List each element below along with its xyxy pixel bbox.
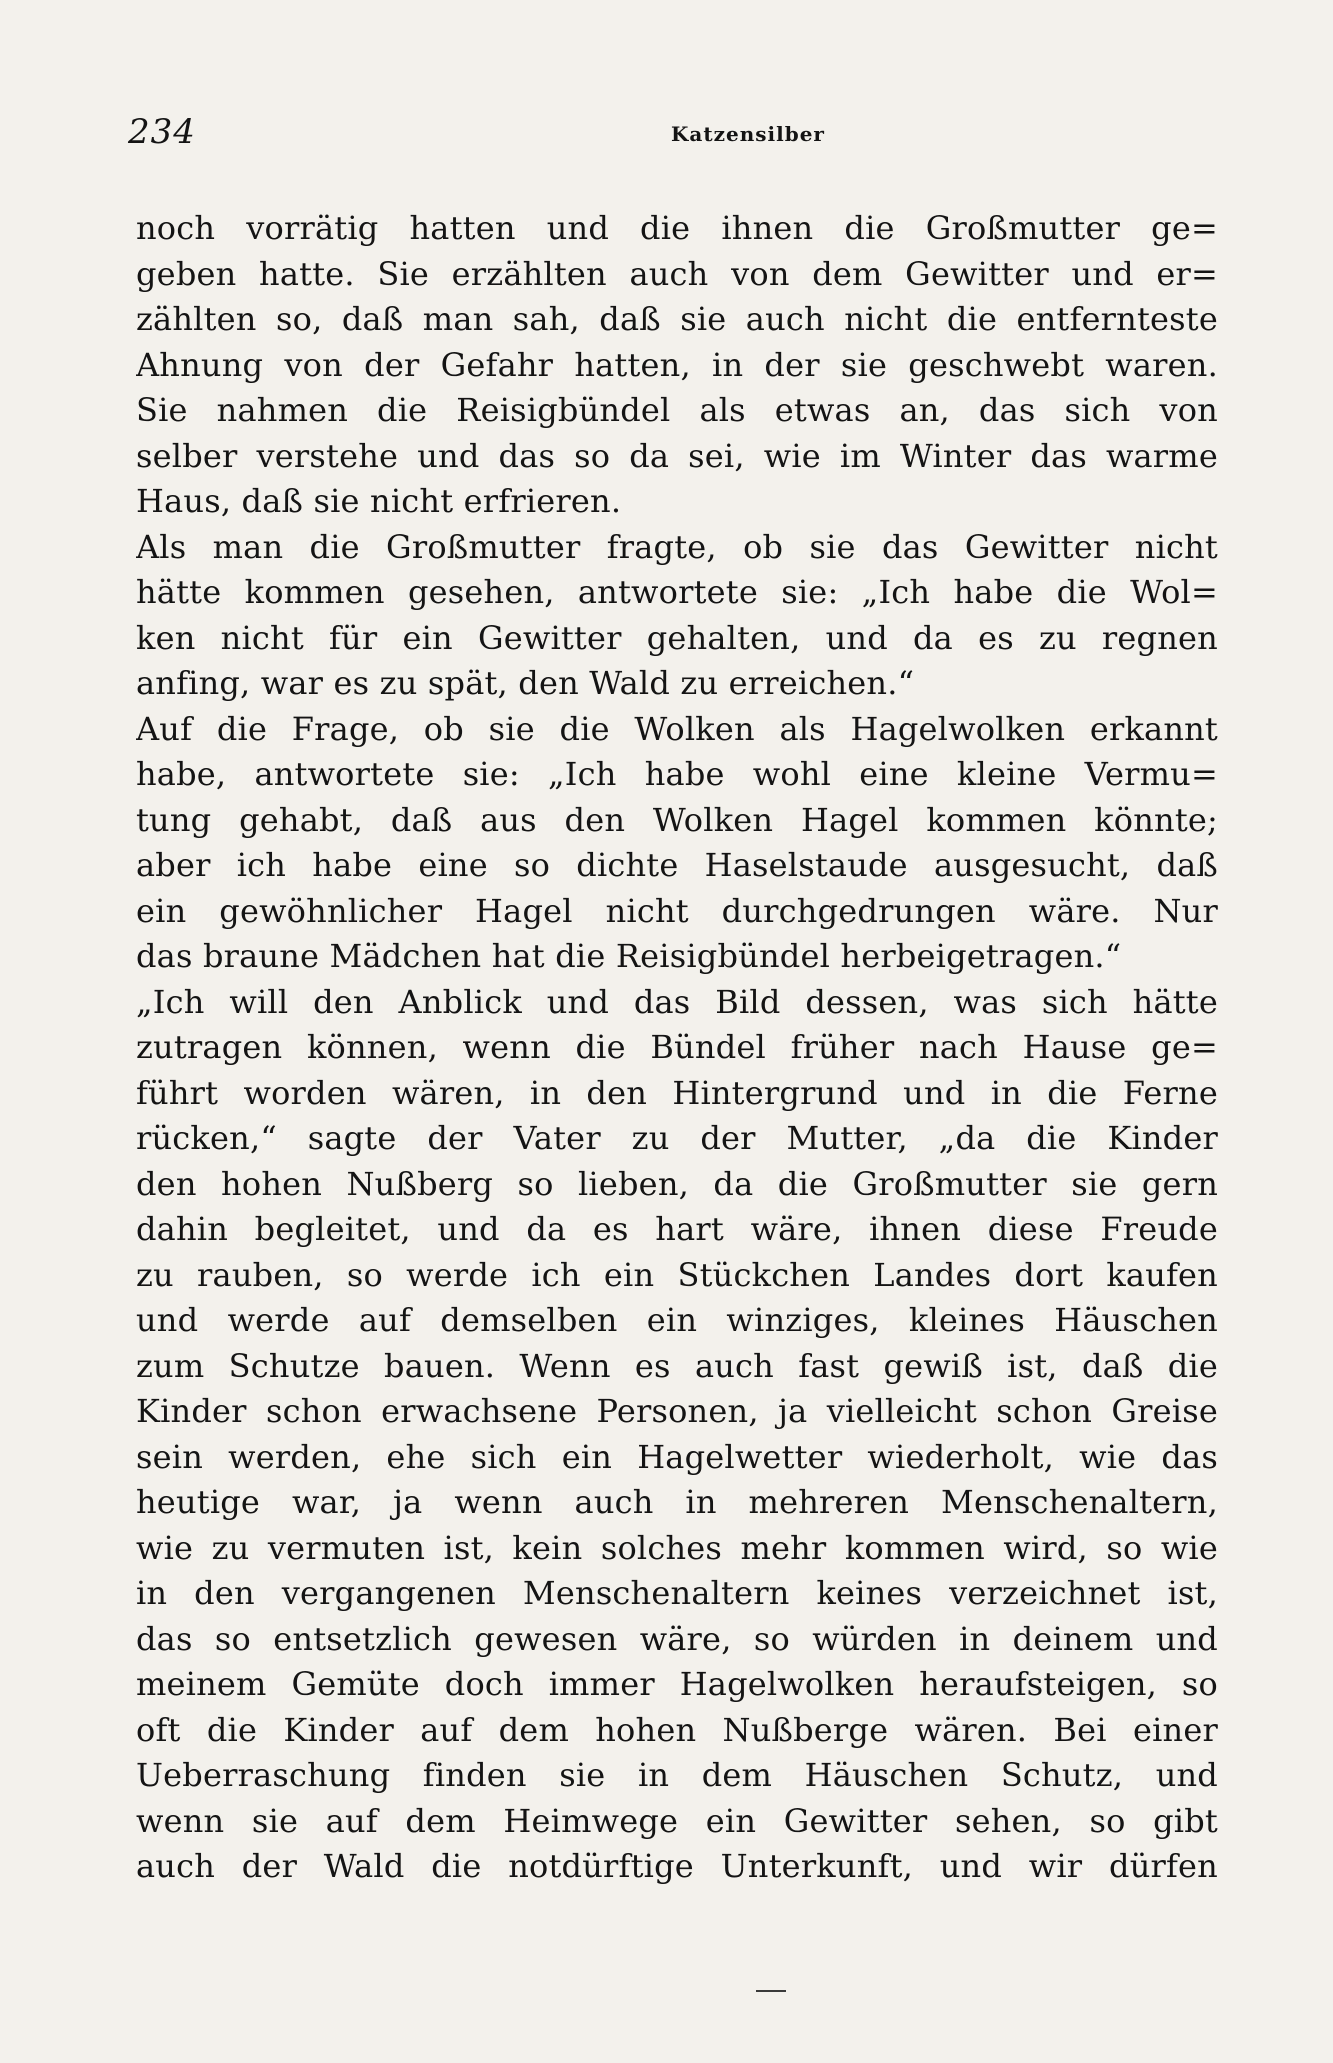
text-line: den hohen Nußberg so lieben, da die Großmutter sie gern bbox=[136, 1164, 1218, 1203]
text-line: Haus, daß sie nicht erfrieren. bbox=[136, 482, 622, 520]
text-line: das braune Mädchen hat die Reisigbündel herbeigetragen.“ bbox=[136, 937, 1122, 975]
text-line: tung gehabt, daß aus den Wolken Hagel kommen könnte; bbox=[136, 800, 1218, 839]
text-line: führt worden wären, in den Hintergrund und in die Ferne bbox=[136, 1073, 1218, 1112]
text-line: anfing, war es zu spät, den Wald zu erreichen.“ bbox=[136, 664, 915, 702]
text-line: geben hatte. Sie erzählten auch von dem Gewitter und er= bbox=[136, 254, 1218, 293]
text-line: Ueberraschung finden sie in dem Häuschen Schutz, und bbox=[136, 1756, 1218, 1794]
page-header bbox=[128, 112, 1228, 172]
page-number: 234 bbox=[128, 112, 196, 152]
text-line: selber verstehe und das so da sei, wie im Winter das warme bbox=[136, 436, 1218, 475]
text-line: oft die Kinder auf dem hohen Nußberge wären. Bei einer bbox=[136, 1710, 1218, 1749]
text-line: ein gewöhnlicher Hagel nicht durchgedrungen wäre. Nur bbox=[136, 891, 1218, 930]
text-line: zum Schutze bauen. Wenn es auch fast gewiß ist, daß die bbox=[136, 1346, 1218, 1385]
text-line: zählten so, daß man sah, daß sie auch nicht die entfernteste bbox=[136, 300, 1218, 338]
text-line: auch der Wald die notdürftige Unterkunft, und wir dürfen bbox=[136, 1847, 1218, 1885]
text-line: Kinder schon erwachsene Personen, ja vielleicht schon Greise bbox=[136, 1392, 1218, 1430]
text-line: und werde auf demselben ein winziges, kleines Häuschen bbox=[136, 1301, 1218, 1339]
text-line: noch vorrätig hatten und die ihnen die Großmutter ge= bbox=[136, 209, 1218, 247]
text-line: „Ich will den Anblick und das Bild dessen, was sich hätte bbox=[136, 982, 1218, 1021]
text-line: Ahnung von der Gefahr hatten, in der sie geschwebt waren. bbox=[136, 345, 1218, 384]
text-line: in den vergangenen Menschenaltern keines verzeichnet ist, bbox=[136, 1574, 1218, 1612]
text-line: aber ich habe eine so dichte Haselstaude ausgesucht, daß bbox=[136, 846, 1218, 884]
text-line: Sie nahmen die Reisigbündel als etwas an, das sich von bbox=[136, 391, 1218, 429]
text-line: meinem Gemüte doch immer Hagelwolken heraufsteigen, so bbox=[136, 1665, 1218, 1703]
text-line: Auf die Frage, ob sie die Wolken als Hagelwolken erkannt bbox=[136, 709, 1218, 748]
text-line: zutragen können, wenn die Bündel früher nach Hause ge= bbox=[136, 1028, 1218, 1066]
text-line: heutige war, ja wenn auch in mehreren Menschenaltern, bbox=[136, 1483, 1218, 1521]
footer-dash bbox=[756, 1990, 786, 1992]
text-line: habe, antwortete sie: „Ich habe wohl eine kleine Vermu= bbox=[136, 755, 1218, 793]
text-line: sein werden, ehe sich ein Hagelwetter wiederholt, wie das bbox=[136, 1437, 1218, 1476]
text-line: das so entsetzlich gewesen wäre, so würden in deinem und bbox=[136, 1619, 1218, 1658]
running-title: Katzensilber bbox=[671, 122, 825, 146]
text-line: ken nicht für ein Gewitter gehalten, und da es zu regnen bbox=[136, 618, 1218, 657]
text-line: zu rauben, so werde ich ein Stückchen Landes dort kaufen bbox=[136, 1255, 1218, 1294]
text-line: Als man die Großmutter fragte, ob sie das Gewitter nicht bbox=[136, 527, 1218, 566]
body-text bbox=[136, 206, 1218, 1890]
text-line: dahin begleitet, und da es hart wäre, ihnen diese Freude bbox=[136, 1210, 1218, 1248]
text-line: hätte kommen gesehen, antwortete sie: „Ich habe die Wol= bbox=[136, 573, 1218, 611]
text-line: wenn sie auf dem Heimwege ein Gewitter sehen, so gibt bbox=[136, 1801, 1218, 1840]
text-line: rücken,“ sagte der Vater zu der Mutter, „da die Kinder bbox=[136, 1119, 1218, 1157]
text-line: wie zu vermuten ist, kein solches mehr kommen wird, so wie bbox=[136, 1528, 1218, 1567]
